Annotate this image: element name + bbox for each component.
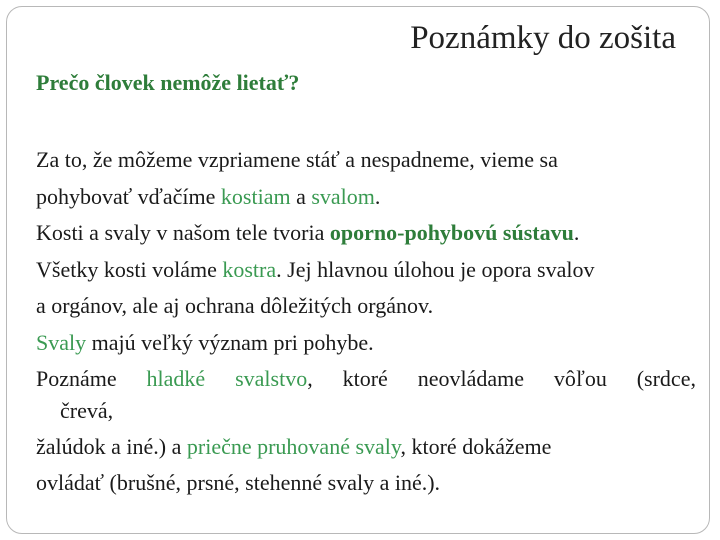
text-segment: Kosti a svaly v našom tele tvoria bbox=[36, 220, 330, 245]
text-segment: Všetky kosti voláme bbox=[36, 256, 223, 282]
text-line: Za to, že môžeme vzpriamene stáť a nespadneme, vieme sa bbox=[36, 147, 558, 172]
text-segment: . bbox=[374, 183, 381, 209]
text-segment: . Jej hlavnou úlohou je opora svalov bbox=[276, 256, 595, 282]
word-group bbox=[235, 361, 313, 398]
text-line: ovládať (brušné, prsné, stehenné svaly a iné.). bbox=[36, 470, 441, 495]
text-segment: a bbox=[290, 183, 312, 209]
question-heading: Prečo človek nemôže lietať? bbox=[36, 70, 300, 95]
text-line bbox=[36, 429, 696, 466]
text-line bbox=[36, 325, 696, 362]
word-group bbox=[147, 361, 206, 398]
word: , bbox=[307, 366, 313, 391]
word: (srdce, bbox=[636, 366, 696, 391]
text-line bbox=[36, 215, 696, 252]
term-hladke: hladké bbox=[146, 366, 206, 391]
text-line-indented: črevá, bbox=[60, 397, 114, 423]
text-line: a orgánov, ale aj ochrana dôležitých orgánov. bbox=[36, 293, 434, 318]
word: Poznáme bbox=[36, 366, 117, 391]
text-segment: , ktoré dokážeme bbox=[400, 433, 552, 459]
text-segment: majú veľký význam pri pohybe. bbox=[86, 329, 374, 355]
term-svalstvo: svalstvo bbox=[235, 366, 308, 391]
text-line-justified bbox=[36, 361, 696, 398]
term-svalom: svalom bbox=[311, 183, 375, 209]
notes-body bbox=[36, 142, 696, 502]
word: ktoré bbox=[342, 366, 388, 391]
text-segment: žalúdok a iné.) a bbox=[36, 433, 187, 459]
word: neovládame bbox=[417, 366, 524, 391]
text-segment: . bbox=[573, 220, 580, 245]
slide-title: Poznámky do zošita bbox=[410, 20, 676, 56]
word: vôľou bbox=[553, 366, 607, 391]
term-kostra: kostra bbox=[222, 256, 277, 282]
term-kostiam: kostiam bbox=[220, 183, 291, 209]
term-priecne-pruhovane-svaly: priečne pruhované svaly bbox=[186, 433, 401, 459]
text-line bbox=[36, 179, 696, 216]
text-segment: pohybovať vďačíme bbox=[36, 183, 221, 209]
text-line bbox=[36, 252, 696, 289]
term-oporno-pohybova-sustava: oporno-pohybovú sústavu bbox=[329, 220, 574, 245]
term-svaly: Svaly bbox=[36, 329, 87, 355]
